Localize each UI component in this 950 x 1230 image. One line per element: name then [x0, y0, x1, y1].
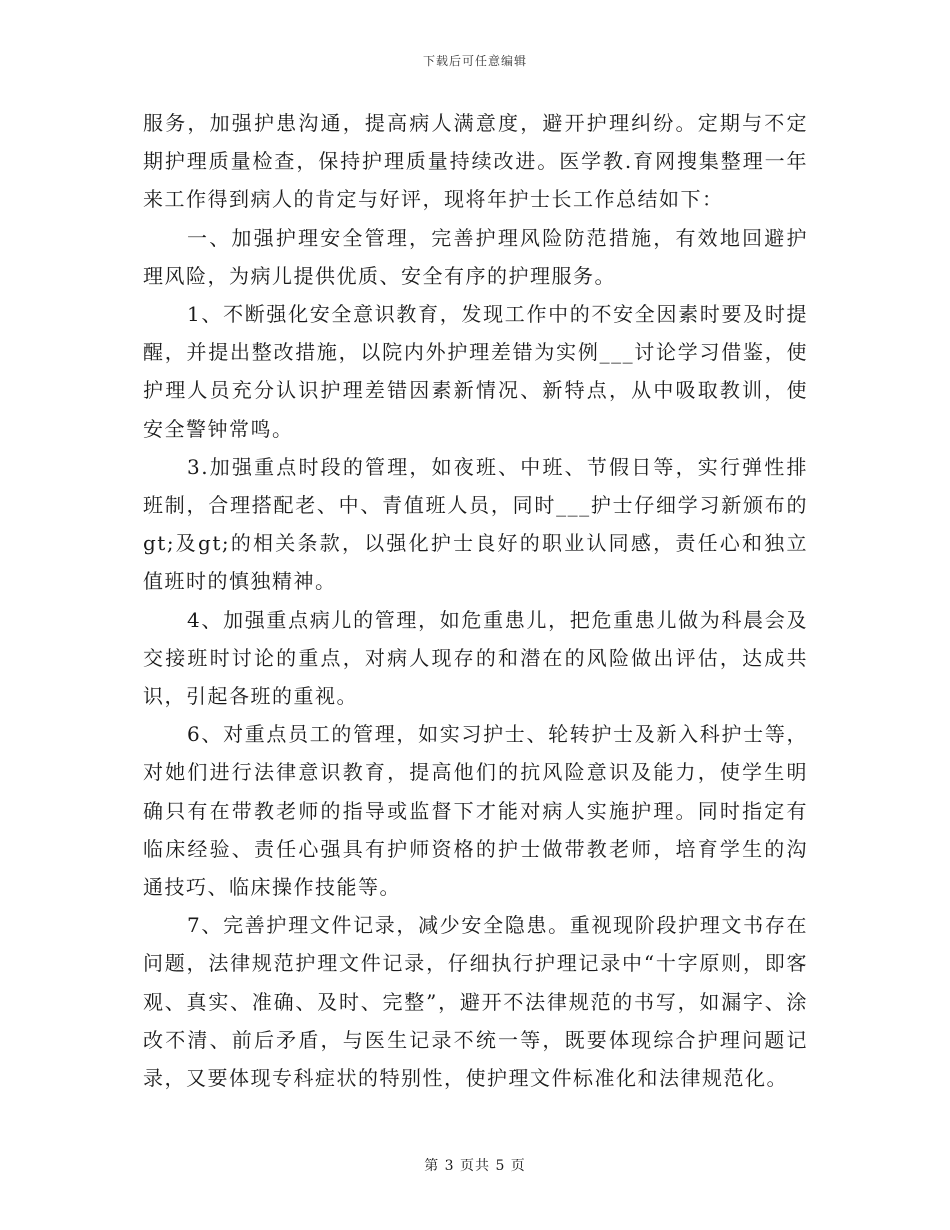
- paragraph-item-4: 4、加强重点病儿的管理，如危重患儿，把危重患儿做为科晨会及交接班时讨论的重点，对病人现存的和潜在的风险做出评估，达成共识，引起各班的重视。: [143, 607, 808, 709]
- document-body: [143, 104, 808, 1097]
- paragraph-item-3: 3.加强重点时段的管理，如夜班、中班、节假日等，实行弹性排班制，合理搭配老、中、青值班人员，同时___护士仔细学习新颁布的gt;及gt;的相关条款，以强化护士良好的职业认同感，责任心和独立值班时的慎独精神。: [143, 454, 808, 594]
- page-footer: 第 3 页共 5 页: [424, 1158, 526, 1174]
- paragraph-item-7: 7、完善护理文件记录，减少安全隐患。重视现阶段护理文书存在问题，法律规范护理文件记录，仔细执行护理记录中“十字原则，即客观、真实、准确、及时、完整”，避开不法律规范的书写，如漏字、涂改不清、前后矛盾，与医生记录不统一等，既要体现综合护理问题记录，又要体现专科症状的特别性，使护理文件标准化和法律规范化。: [143, 913, 808, 1091]
- paragraph-intro: 服务，加强护患沟通，提高病人满意度，避开护理纠纷。定期与不定期护理质量检查，保持护理质量持续改进。医学教.育网搜集整理一年来工作得到病人的肯定与好评，现将年护士长工作总结如下：: [143, 111, 808, 212]
- paragraph-item-1: 1、不断强化安全意识教育，发现工作中的不安全因素时要及时提醒，并提出整改措施，以院内外护理差错为实例___讨论学习借鉴，使护理人员充分认识护理差错因素新情况、新特点，从中吸取教训，使安全警钟常鸣。: [143, 302, 808, 441]
- paragraph-item-6: 6、对重点员工的管理，如实习护士、轮转护士及新入科护士等，对她们进行法律意识教育，提高他们的抗风险意识及能力，使学生明确只有在带教老师的指导或监督下才能对病人实施护理。同时指定有临床经验、责任心强具有护师资格的护士做带教老师，培育学生的沟通技巧、临床操作技能等。: [143, 722, 808, 900]
- page-header: 下载后可任意编辑: [422, 54, 527, 68]
- paragraph-section-one: 一、加强护理安全管理，完善护理风险防范措施，有效地回避护理风险，为病儿提供优质、安全有序的护理服务。: [143, 225, 808, 288]
